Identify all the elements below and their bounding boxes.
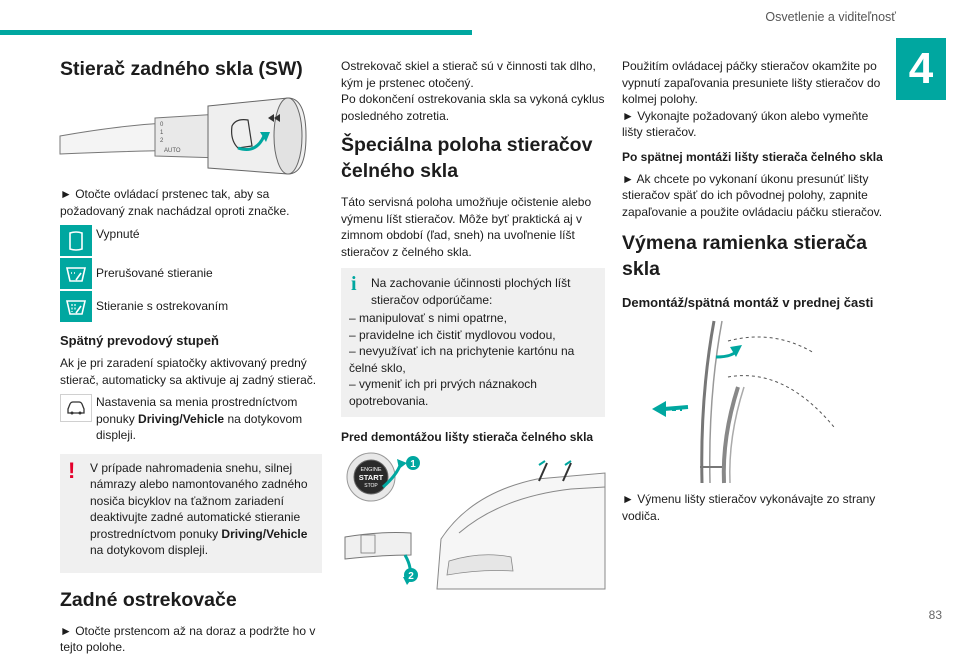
mode-intermittent-label: Prerušované stieranie: [96, 266, 213, 280]
wiper-care-info-box: [341, 268, 605, 417]
section-title: Osvetlenie a viditeľnosť: [765, 10, 896, 24]
mode-off: [60, 225, 322, 256]
rear-wiper-heading: Stierač zadného skla (SW): [60, 58, 303, 80]
before-removal-heading: Pred demontážou lišty stierača čelného skla: [341, 430, 594, 444]
special-position-text: Táto servisná poloha umožňuje očistenie alebo výmenu líšt stieračov. Môže byť praktická aj v zimnom období (ľad, sneh) na uvoľnenie líšt stieračov z čelného skla.: [341, 195, 592, 259]
special-position-illustration: [341, 451, 605, 591]
column-1: [60, 52, 322, 662]
info-item: – manipulovať s nimi opatrne,: [349, 311, 507, 325]
stalk-label-0: 0: [160, 122, 164, 128]
header-accent-bar: [0, 30, 472, 35]
washer-intro-text: Ostrekovač skiel a stierač sú v činnosti tak dlho, kým je prstenec otočený.: [341, 59, 596, 90]
rear-wiper-off-icon: [60, 225, 92, 256]
warning-icon: !: [68, 457, 76, 483]
rear-wiper-instruction: ► Otočte ovládací prstenec tak, aby sa požadovaný znak nachádzal oproti značke.: [60, 187, 290, 218]
washer-intro-text-2: Po dokončení ostrekovania skla sa vykoná cyklus posledného zotretia.: [341, 92, 605, 123]
step-1-badge: 1: [410, 459, 416, 470]
settings-text: Nastavenia sa menia prostredníctvom ponuky Driving/Vehicle na dotykovom displeji.: [96, 395, 303, 442]
after-refit-text: ► Ak chcete po vykonaní úkonu presunúť lišty stieračov späť do ich pôvodnej polohy, zapnite zapaľovanie a použite ovládaciu páčku stieračov.: [622, 171, 883, 219]
start-btn-line2: START: [358, 473, 384, 482]
mode-wash: [60, 291, 322, 322]
column-3: [622, 58, 888, 530]
snow-warning-text: V prípade nahromadenia snehu, silnej námrazy alebo namontovaného zadného nosiča bicyklov na ťažnom zariadení deaktivujte zadné automatické stieranie prostredníctvom ponuky Driving/Vehicle na dotykovom displeji.: [90, 460, 308, 557]
perform-task-text: ► Vykonajte požadovaný úkon alebo vymeňte lišty stieračov.: [622, 108, 869, 139]
stalk-label-auto: AUTO: [164, 148, 181, 154]
front-removal-heading: Demontáž/spätná montáž v prednej časti: [622, 295, 874, 310]
chapter-number: 4: [896, 38, 946, 100]
rear-wiper-wash-icon: [60, 291, 92, 322]
arm-replacement-heading: Výmena ramienka stierača skla: [622, 232, 867, 280]
wiper-arm-removal-illustration: [644, 317, 888, 483]
step-2-badge: 2: [408, 571, 414, 582]
settings-menu-name: Driving/Vehicle: [138, 411, 225, 426]
stalk-label-2: 2: [160, 138, 164, 144]
rear-washers-heading: Zadné ostrekovače: [60, 588, 237, 611]
mode-wash-label: Stieranie s ostrekovaním: [96, 299, 229, 313]
info-item: – vymeniť ich pri prvých náznakoch opotrebovania.: [349, 377, 537, 408]
info-item: – pravidelne ich čistiť mydlovou vodou,: [349, 327, 556, 342]
snow-warning-box: [60, 454, 322, 573]
position-text: Použitím ovládacej páčky stieračov okamžite po vypnutí zapaľovania presuniete lišty stieračov do kolmej polohy.: [622, 59, 881, 106]
start-btn-line1: ENGINE: [360, 467, 382, 473]
mode-off-label: Vypnuté: [96, 227, 140, 241]
special-position-heading: Špeciálna poloha stieračov čelného skla: [341, 134, 593, 182]
info-item: – nevyužívať ich na prichytenie kartónu na čelné sklo,: [349, 344, 575, 375]
start-btn-line3: STOP: [364, 483, 378, 489]
driver-side-text: ► Výmenu lišty stieračov vykonávajte zo strany vodiča.: [622, 492, 876, 523]
reverse-gear-text: Ak je pri zaradení spiatočky aktivovaný predný stierač, automaticky sa aktivuje aj zadný stierač.: [60, 356, 317, 387]
stalk-label-1: 1: [160, 130, 164, 136]
page-number: 83: [928, 608, 942, 622]
rear-wiper-stalk-illustration: [60, 92, 322, 178]
after-refit-heading: Po spätnej montáži lišty stierača čelného skla: [622, 149, 883, 164]
rear-washers-text: ► Otočte prstencom až na doraz a podržte ho v tejto polohe.: [60, 623, 316, 654]
car-settings-icon: [60, 394, 92, 422]
info-intro: Na zachovanie účinnosti plochých líšt stieračov odporúčame:: [371, 276, 571, 307]
reverse-gear-heading: Spätný prevodový stupeň: [60, 333, 219, 348]
column-2: [341, 58, 605, 599]
mode-intermittent: [60, 258, 322, 289]
info-icon: i: [351, 273, 357, 295]
settings-row: [60, 394, 322, 444]
rear-wiper-intermittent-icon: [60, 258, 92, 289]
